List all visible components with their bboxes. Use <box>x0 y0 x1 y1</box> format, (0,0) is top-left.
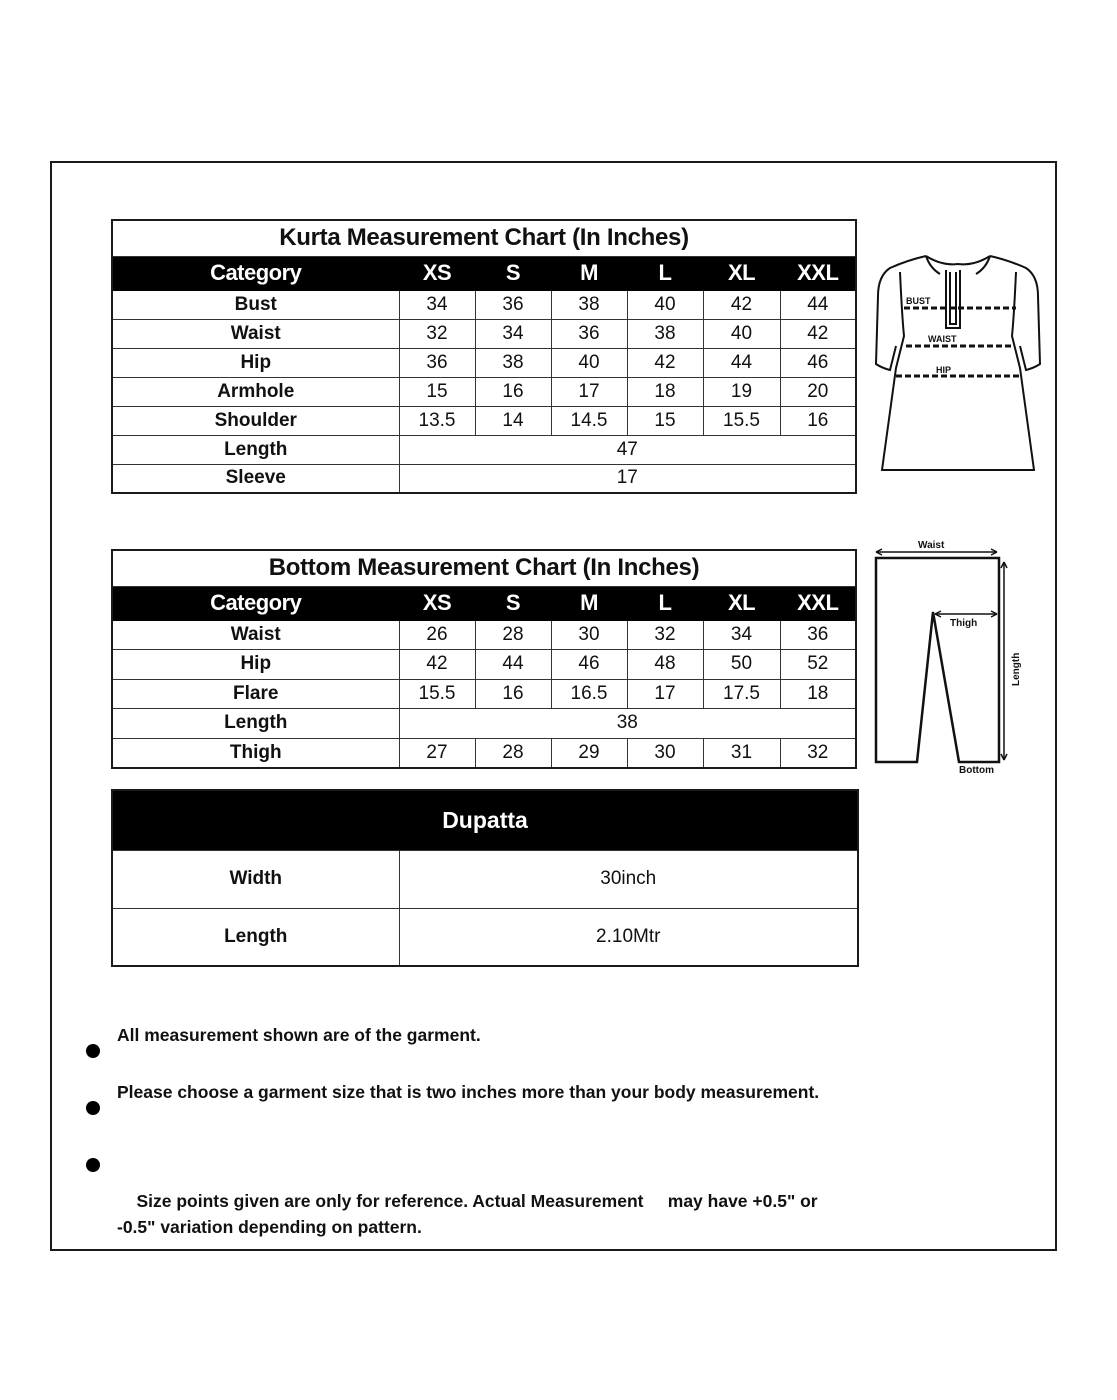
kurta-measurement-table <box>111 219 857 494</box>
cell-value: 13.5 <box>399 406 475 435</box>
table-row <box>112 738 856 768</box>
svg-text:BUST: BUST <box>906 296 931 306</box>
cell-value: 17 <box>399 464 856 493</box>
cell-value: 44 <box>475 650 551 680</box>
cell-value: 52 <box>780 650 856 680</box>
cell-value: 42 <box>780 319 856 348</box>
cell-value: 44 <box>703 348 780 377</box>
column-header-xl: XL <box>703 256 780 290</box>
column-header-m: M <box>551 586 627 620</box>
cell-value: 28 <box>475 620 551 650</box>
list-item <box>82 1136 842 1266</box>
cell-value: 16 <box>475 377 551 406</box>
pants-diagram-icon <box>866 536 1026 776</box>
list-item <box>82 1022 481 1048</box>
row-label: Thigh <box>112 738 399 768</box>
row-label: Length <box>112 709 399 739</box>
cell-value: 15.5 <box>399 679 475 709</box>
cell-value: 26 <box>399 620 475 650</box>
cell-value: 40 <box>551 348 627 377</box>
row-label: Hip <box>112 650 399 680</box>
cell-value: 28 <box>475 738 551 768</box>
cell-value: 14 <box>475 406 551 435</box>
cell-value: 48 <box>627 650 703 680</box>
column-header-s: S <box>475 586 551 620</box>
column-header-l: L <box>627 586 703 620</box>
svg-text:Thigh: Thigh <box>950 618 978 629</box>
column-header-category: Category <box>112 256 399 290</box>
table-row <box>112 377 856 406</box>
list-item <box>82 1079 819 1105</box>
svg-text:Waist: Waist <box>918 540 945 551</box>
column-header-category: Category <box>112 586 399 620</box>
row-label: Waist <box>112 620 399 650</box>
row-label: Bust <box>112 290 399 319</box>
cell-value: 44 <box>780 290 856 319</box>
cell-value: 16 <box>475 679 551 709</box>
kurta-diagram-icon <box>868 246 1048 476</box>
cell-value: 36 <box>399 348 475 377</box>
column-header-xs: XS <box>399 586 475 620</box>
row-label: Length <box>112 908 399 966</box>
cell-value: 42 <box>627 348 703 377</box>
cell-value: 42 <box>399 650 475 680</box>
row-label: Width <box>112 850 399 908</box>
cell-value: 16.5 <box>551 679 627 709</box>
row-label: Flare <box>112 679 399 709</box>
cell-value: 15.5 <box>703 406 780 435</box>
cell-value: 38 <box>627 319 703 348</box>
cell-value: 34 <box>399 290 475 319</box>
cell-value: 38 <box>475 348 551 377</box>
cell-value: 46 <box>551 650 627 680</box>
cell-value: 38 <box>551 290 627 319</box>
cell-value: 15 <box>399 377 475 406</box>
table-row <box>112 290 856 319</box>
cell-value: 32 <box>780 738 856 768</box>
table-row <box>112 679 856 709</box>
svg-text:Bottom: Bottom <box>959 765 994 776</box>
bullet-icon <box>86 1158 100 1172</box>
cell-value: 36 <box>551 319 627 348</box>
cell-value: 50 <box>703 650 780 680</box>
cell-value: 36 <box>475 290 551 319</box>
table-row <box>112 650 856 680</box>
note-text: Size points given are only for reference. Actual Measurement may have +0.5" or -0.5" variation depending on pattern. <box>117 1191 823 1237</box>
cell-value: 17.5 <box>703 679 780 709</box>
table-row <box>112 406 856 435</box>
table-row <box>112 464 856 493</box>
cell-value: 17 <box>551 377 627 406</box>
column-header-m: M <box>551 256 627 290</box>
cell-value: 30 <box>627 738 703 768</box>
table-row <box>112 709 856 739</box>
row-label: Armhole <box>112 377 399 406</box>
row-label: Shoulder <box>112 406 399 435</box>
cell-value: 2.10Mtr <box>399 908 858 966</box>
table-row <box>112 319 856 348</box>
row-label: Waist <box>112 319 399 348</box>
row-label: Sleeve <box>112 464 399 493</box>
cell-value: 32 <box>399 319 475 348</box>
cell-value: 30 <box>551 620 627 650</box>
cell-value: 20 <box>780 377 856 406</box>
cell-value: 16 <box>780 406 856 435</box>
cell-value: 36 <box>780 620 856 650</box>
column-header-xs: XS <box>399 256 475 290</box>
cell-value: 34 <box>703 620 780 650</box>
bottom-chart-title: Bottom Measurement Chart (In Inches) <box>112 550 856 586</box>
column-header-l: L <box>627 256 703 290</box>
table-row <box>112 620 856 650</box>
cell-value: 34 <box>475 319 551 348</box>
column-header-xl: XL <box>703 586 780 620</box>
row-label: Length <box>112 435 399 464</box>
cell-value: 30inch <box>399 850 858 908</box>
cell-value: 42 <box>703 290 780 319</box>
column-header-xxl: XXL <box>780 586 856 620</box>
note-text: Please choose a garment size that is two inches more than your body measurement. <box>117 1082 820 1102</box>
svg-text:WAIST: WAIST <box>928 334 957 344</box>
bullet-icon <box>86 1044 100 1058</box>
column-header-xxl: XXL <box>780 256 856 290</box>
cell-value: 27 <box>399 738 475 768</box>
cell-value: 31 <box>703 738 780 768</box>
cell-value: 14.5 <box>551 406 627 435</box>
bullet-icon <box>86 1101 100 1115</box>
cell-value: 46 <box>780 348 856 377</box>
table-row <box>112 435 856 464</box>
svg-text:HIP: HIP <box>936 365 952 375</box>
cell-value: 18 <box>780 679 856 709</box>
dupatta-title: Dupatta <box>112 790 858 850</box>
row-label: Hip <box>112 348 399 377</box>
table-row <box>112 850 858 908</box>
table-row <box>112 908 858 966</box>
note-text: All measurement shown are of the garment. <box>117 1025 481 1045</box>
cell-value: 38 <box>399 709 856 739</box>
table-row <box>112 348 856 377</box>
svg-text:Length: Length <box>1011 652 1022 686</box>
dupatta-table <box>111 789 859 967</box>
cell-value: 18 <box>627 377 703 406</box>
cell-value: 32 <box>627 620 703 650</box>
cell-value: 40 <box>703 319 780 348</box>
cell-value: 19 <box>703 377 780 406</box>
cell-value: 29 <box>551 738 627 768</box>
cell-value: 47 <box>399 435 856 464</box>
kurta-chart-title: Kurta Measurement Chart (In Inches) <box>112 220 856 256</box>
cell-value: 17 <box>627 679 703 709</box>
bottom-measurement-table <box>111 549 857 769</box>
cell-value: 15 <box>627 406 703 435</box>
cell-value: 40 <box>627 290 703 319</box>
column-header-s: S <box>475 256 551 290</box>
